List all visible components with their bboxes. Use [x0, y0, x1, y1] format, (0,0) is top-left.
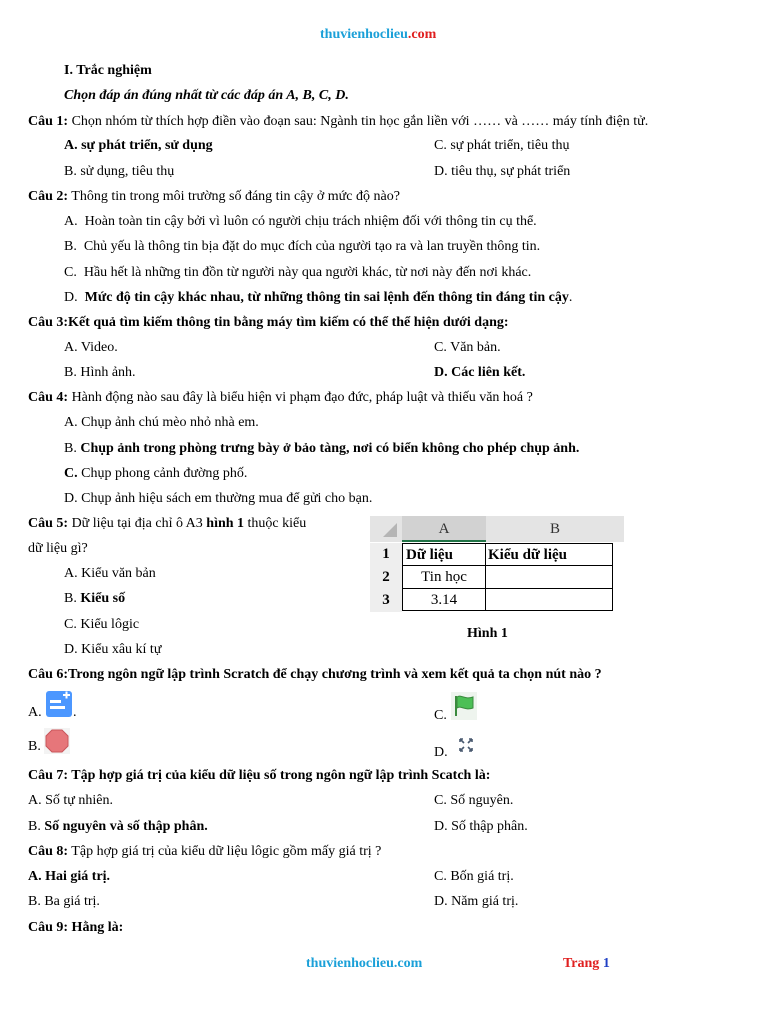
- q3-answer-b: B. Hình ảnh.: [64, 365, 136, 380]
- footer-page-label: Trang: [563, 956, 603, 971]
- section-title: I. Trắc nghiệm: [64, 63, 152, 78]
- footer-site-name: thuvienhoclieu: [306, 956, 394, 971]
- q8-answer-a: A. Hai giá trị.: [28, 869, 111, 884]
- answer-letter: C.: [64, 466, 78, 481]
- q6-answer-a-end: .: [73, 705, 77, 720]
- q1-answer-d: D. tiêu thụ, sự phát triển: [434, 164, 571, 179]
- stop-sign-icon: [44, 728, 70, 754]
- q2-answer-d: [64, 289, 572, 307]
- question-7: Câu 7: Tập hợp giá trị của kiểu dữ liệu số trong ngôn ngữ lập trình Scatch là:: [28, 768, 491, 783]
- column-header-b: B: [486, 516, 624, 542]
- question-label: Câu 2:: [28, 189, 69, 204]
- q8-answer-b: B. Ba giá trị.: [28, 894, 100, 909]
- footer-page: [563, 955, 610, 973]
- q8-answer-c: C. Bốn giá trị.: [434, 869, 514, 884]
- q6-answer-c-letter: C.: [434, 708, 447, 723]
- question-label: Câu 5:: [28, 516, 69, 531]
- row-header-2: 2: [370, 566, 402, 589]
- q1-answer-a: A. sự phát triển, sử dụng: [64, 138, 213, 153]
- footer-page-number: 1: [602, 956, 610, 971]
- answer-end: .: [568, 290, 573, 305]
- q5-answer-c: C. Kiểu lôgic: [64, 617, 140, 632]
- answer-letter: D.: [64, 290, 78, 305]
- header-site: [320, 26, 436, 44]
- answer-letter: B.: [64, 591, 81, 606]
- q7-answer-d: D. Số thập phân.: [434, 819, 528, 834]
- q3-answer-d: D. Các liên kết.: [434, 365, 526, 380]
- q4-answer-d: D. Chụp ảnh hiệu sách em thường mua để gửi cho bạn.: [64, 491, 373, 506]
- cell-b3: [485, 588, 613, 611]
- row-header-3: 3: [370, 589, 402, 612]
- question-2: [28, 188, 400, 206]
- footer-site-tld: .com: [393, 956, 423, 971]
- answer-letter: A.: [64, 214, 78, 229]
- answer-text: Số nguyên và số thập phân.: [40, 819, 208, 834]
- green-flag-icon: [451, 692, 477, 720]
- question-3: Câu 3:Kết quả tìm kiếm thông tin bằng máy tìm kiếm có thể thể hiện dưới dạng:: [28, 315, 509, 330]
- question-5-cont: dữ liệu gì?: [28, 541, 88, 556]
- header-site-tld: .com: [407, 27, 437, 42]
- answer-text: Chụp phong cảnh đường phố.: [77, 466, 248, 481]
- answer-text: Hoàn toàn tin cậy bởi vì luôn có người chịu trách nhiệm đối với thông tin cụ thể.: [84, 214, 537, 229]
- q5-answer-a: A. Kiểu văn bản: [64, 566, 156, 581]
- question-label: Câu 1:: [28, 114, 69, 129]
- question-text: Thông tin trong môi trường số đáng tin cậy ở mức độ nào?: [68, 189, 400, 204]
- answer-text: Hầu hết là những tin đồn từ người này qua người khác, từ nơi này đến nơi khác.: [83, 265, 532, 280]
- row-header-1: 1: [370, 543, 402, 566]
- q8-answer-d: D. Năm giá trị.: [434, 894, 519, 909]
- q2-answer-b: [64, 238, 540, 256]
- answer-letter: B.: [64, 441, 81, 456]
- answer-text: Chủ yếu là thông tin bịa đặt do mục đích của người tạo ra và lan truyền thông tin.: [83, 239, 541, 254]
- q7-answer-b: [28, 818, 208, 836]
- q6-answer-d-letter: D.: [434, 745, 448, 760]
- q4-answer-b: [64, 440, 579, 458]
- q4-answer-c: [64, 465, 247, 483]
- answer-text: Chụp ảnh trong phòng trưng bày ở bảo tàng, nơi có biển không cho phép chụp ảnh.: [80, 441, 580, 456]
- q2-answer-c: [64, 264, 531, 282]
- q1-answer-b: B. sử dụng, tiêu thụ: [64, 164, 175, 179]
- q1-answer-c: C. sự phát triển, tiêu thụ: [434, 138, 570, 153]
- q6-answer-a-letter: A.: [28, 705, 42, 720]
- question-label: Câu 8:: [28, 844, 69, 859]
- question-8: [28, 843, 381, 861]
- cell-b2: [485, 565, 613, 589]
- question-text: Hành động nào sau đây là biểu hiện vi phạm đạo đức, pháp luật và thiếu văn hoá ?: [68, 390, 533, 405]
- question-label: Câu 4:: [28, 390, 69, 405]
- question-figure-ref: hình 1: [206, 516, 245, 531]
- fullscreen-icon: [458, 737, 474, 753]
- figure-caption: Hình 1: [467, 626, 508, 641]
- question-text: Tập hợp giá trị của kiểu dữ liệu lôgic gồm mấy giá trị ?: [68, 844, 382, 859]
- select-all-triangle-icon: [370, 516, 402, 542]
- question-4: [28, 389, 533, 407]
- column-header-a: A: [402, 516, 486, 542]
- q7-answer-a: A. Số tự nhiên.: [28, 793, 113, 808]
- question-text: thuộc kiểu: [244, 516, 307, 531]
- q7-answer-c: C. Số nguyên.: [434, 793, 514, 808]
- q5-answer-b: [64, 590, 125, 608]
- add-extension-icon: [46, 691, 72, 717]
- q3-answer-c: C. Văn bản.: [434, 340, 501, 355]
- question-1: [28, 113, 648, 131]
- q6-answer-b-letter: B.: [28, 739, 41, 754]
- answer-letter: B.: [64, 239, 77, 254]
- cell-a3: 3.14: [402, 588, 486, 611]
- answer-letter: C.: [64, 265, 77, 280]
- header-site-name: thuvienhoclieu: [320, 27, 408, 42]
- answer-text: Mức độ tin cậy khác nhau, từ những thông tin sai lệnh đến thông tin đáng tin cậy: [84, 290, 569, 305]
- answer-letter: B.: [28, 819, 41, 834]
- question-6: Câu 6:Trong ngôn ngữ lập trình Scratch để chạy chương trình và xem kết quả ta chọn nút nào ?: [28, 667, 602, 682]
- cell-b1: Kiểu dữ liệu: [485, 543, 613, 566]
- cell-a1: Dữ liệu: [402, 543, 486, 566]
- question-9: Câu 9: Hằng là:: [28, 920, 124, 935]
- section-instruction: Chọn đáp án đúng nhất từ các đáp án A, B, C, D.: [64, 88, 349, 103]
- question-5: [28, 515, 306, 533]
- cell-a2: Tin học: [402, 565, 486, 589]
- question-text: Chọn nhóm từ thích hợp điền vào đoạn sau: Ngành tin học gắn liền với …… và …… máy tính điện tử.: [68, 114, 649, 129]
- answer-text: Kiểu số: [80, 591, 126, 606]
- question-text: Dữ liệu tại địa chỉ ô A3: [68, 516, 207, 531]
- sheet-corner: [370, 516, 402, 542]
- q2-answer-a: [64, 213, 537, 231]
- footer-site: [306, 955, 422, 973]
- q5-answer-d: D. Kiểu xâu kí tự: [64, 642, 162, 657]
- q4-answer-a: A. Chụp ảnh chú mèo nhỏ nhà em.: [64, 415, 259, 430]
- spreadsheet-figure: [370, 516, 624, 618]
- q3-answer-a: A. Video.: [64, 340, 118, 355]
